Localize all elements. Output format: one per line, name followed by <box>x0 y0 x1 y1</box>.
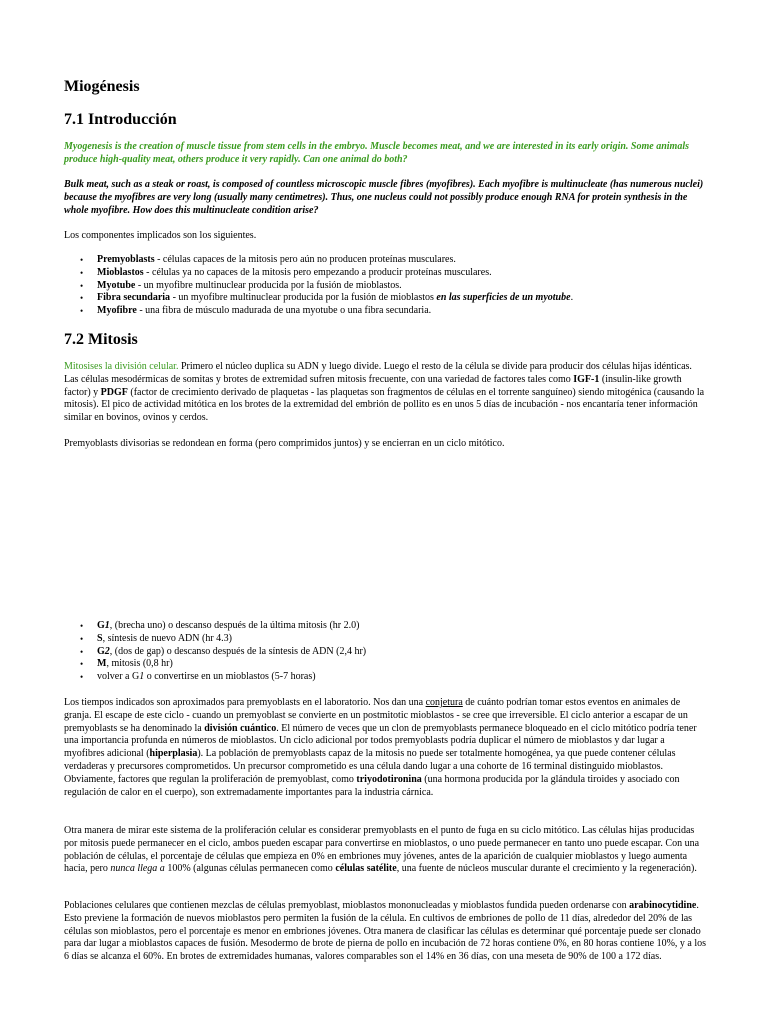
components-list <box>64 254 706 318</box>
list-item: • Myotube - un myofibre multinuclear producida por la fusión de mioblastos. <box>64 280 706 293</box>
list-item: • Fibra secundaria - un myofibre multinuclear producida por la fusión de mioblastos en las superficies de un myotube. <box>64 292 706 305</box>
mitosis-paragraph: Mitosises la división celular. Primero el núcleo duplica su ADN y luego divide. Luego el resto de la célula se divide para producir dos células hijas idénticas. Las células mesodérmicas de somitas y brotes de extremidad sufren mitosis frecuente, con una variedad de factores tales como IGF-1 (insulin-like growth factor) y PDGF (factor de crecimiento derivado de plaquetas - las plaquetas son fragmentos de células en el torrente sanguíneo) siendo mitogénica (causando la mitosis). El pico de actividad mitótica en los brotes de la extremidad del embrión de pollito es en unos 5 días de incubación - nos encantaría tener información similar en bovinos, ovinos y cerdos. <box>64 361 705 424</box>
list-item: • M, mitosis (0,8 hr) <box>64 658 706 671</box>
mitosis-link[interactable]: Mitosis <box>64 361 95 372</box>
list-item: • G1, (brecha uno) o descanso después de la última mitosis (hr 2.0) <box>64 620 706 633</box>
list-item: • volver a G1 o convertirse en un mioblastos (5-7 horas) <box>64 671 706 684</box>
list-item: • S, síntesis de nuevo ADN (hr 4.3) <box>64 633 706 646</box>
figure-placeholder <box>64 460 706 610</box>
premyoblasts-paragraph: Premyoblasts divisorias se redondean en forma (pero comprimidos juntos) y se encierran en un ciclo mitótico. <box>64 438 505 449</box>
conjetura-link[interactable]: conjetura <box>425 697 463 708</box>
intro-bold-paragraph: Bulk meat, such as a steak or roast, is composed of countless microscopic muscle fibres (myofibres). Each myofibre is multinucleate (has numerous nuclei) because the myofibres are very long (usually many centimetres). Thus, one nucleus could not possibly produce enough RNA for protein synthesis in the whole myofibre. How does this multinucleate condition arise? <box>64 179 704 216</box>
other-paragraph: Otra manera de mirar este sistema de la proliferación celular es considerar premyoblasts en el punto de fuga en su ciclo mitótico. Las células hijas producidas por mitosis puede permanecer en el ciclo, ambos pueden escapar para convertirse en mioblastos, o uno puede permanecer en tanto uno puede escapar. Con una población de células, el porcentaje de células que empieza en 0% en embriones muy jóvenes, antes de la aparición de cualquier mioblastos y luego aumenta hacia, pero nunca llega a 100% (algunas células permanecen como células satélite, una fuente de núcleos muscular durante el crecimiento y la regeneración). <box>64 825 700 875</box>
page-title: Miogénesis <box>64 78 140 95</box>
list-item: • Mioblastos - células ya no capaces de la mitosis pero empezando a producir proteínas musculares. <box>64 267 706 280</box>
intro-green-paragraph: Myogenesis is the creation of muscle tissue from stem cells in the embryo. Muscle becomes meat, and we are interested in its early origin. Some animals produce high-quality meat, others produce it very rapidly. Can one animal do both? <box>64 141 689 165</box>
times-paragraph: Los tiempos indicados son aproximados para premyoblasts en el laboratorio. Nos dan una conjetura de cuánto podrían tomar estos eventos en animales de granja. El escape de este ciclo - cuando un premyoblast se convierte en un postmitotic mioblastos - se cree que irreversible. El ciclo anterior a escapar de un premyoblasts se ha denominado la división cuántico. El número de veces que un clon de premyoblasts permanece bloqueado en el ciclo mitótico podría tener una importancia profunda en números de mioblastos. Un ciclo adicional por todos premyoblasts podría duplicar el número de mioblastos y dar lugar a myofibres adicional (hiperplasia). La población de premyoblasts capaz de la mitosis no puede ser totalmente homogénea, ya que puede contener células verdaderas y precursores comprometidos. Un precursor comprometido es una célula dando lugar a una cohorte de 16 terminal distinguido mioblastos. Obviamente, factores que regulan la proliferación de premyoblast, como triyodotironina (una hormona producida por la glándula tiroides y asociado con regulación de calor en el cuerpo), son extremadamente importantes para la industria cárnica. <box>64 697 697 798</box>
populations-paragraph: Poblaciones celulares que contienen mezclas de células premyoblast, mioblastos mononucleadas y mioblastos fundida pueden ordenarse con arabinocytidine. Esto previene la formación de nuevos mioblastos pero permiten la fusión de la célula. En cultivos de embriones de pollo de 11 días, alrededor del 20% de las células son mioblastos, pero el porcentaje es menor en embriones jóvenes. Otra manera de clasificar las células es determinar qué porcentaje puede ser clonado para dar lugar a mioblastos capaces de fusión. Mesodermo de brote de pierna de pollo en incubación de 72 horas contiene 0%, en 80 horas contiene 10%, y a los 6 días se alcanza el 60%. En brotes de extremidades humanas, valores comparables son el 14% en 36 días, con una meseta de 90% de 100 a 172 días. <box>64 900 707 963</box>
cycle-list <box>64 620 706 684</box>
section-heading-mitosis: 7.2 Mitosis <box>64 331 138 348</box>
components-intro: Los componentes implicados son los siguientes. <box>64 230 257 241</box>
section-heading-introduccion: 7.1 Introducción <box>64 111 177 128</box>
list-item: • G2, (dos de gap) o descanso después de la síntesis de ADN (2,4 hr) <box>64 646 706 659</box>
list-item: • Myofibre - una fibra de músculo madurada de una myotube o una fibra secundaria. <box>64 305 706 318</box>
list-item: • Premyoblasts - células capaces de la mitosis pero aún no producen proteínas musculares. <box>64 254 706 267</box>
